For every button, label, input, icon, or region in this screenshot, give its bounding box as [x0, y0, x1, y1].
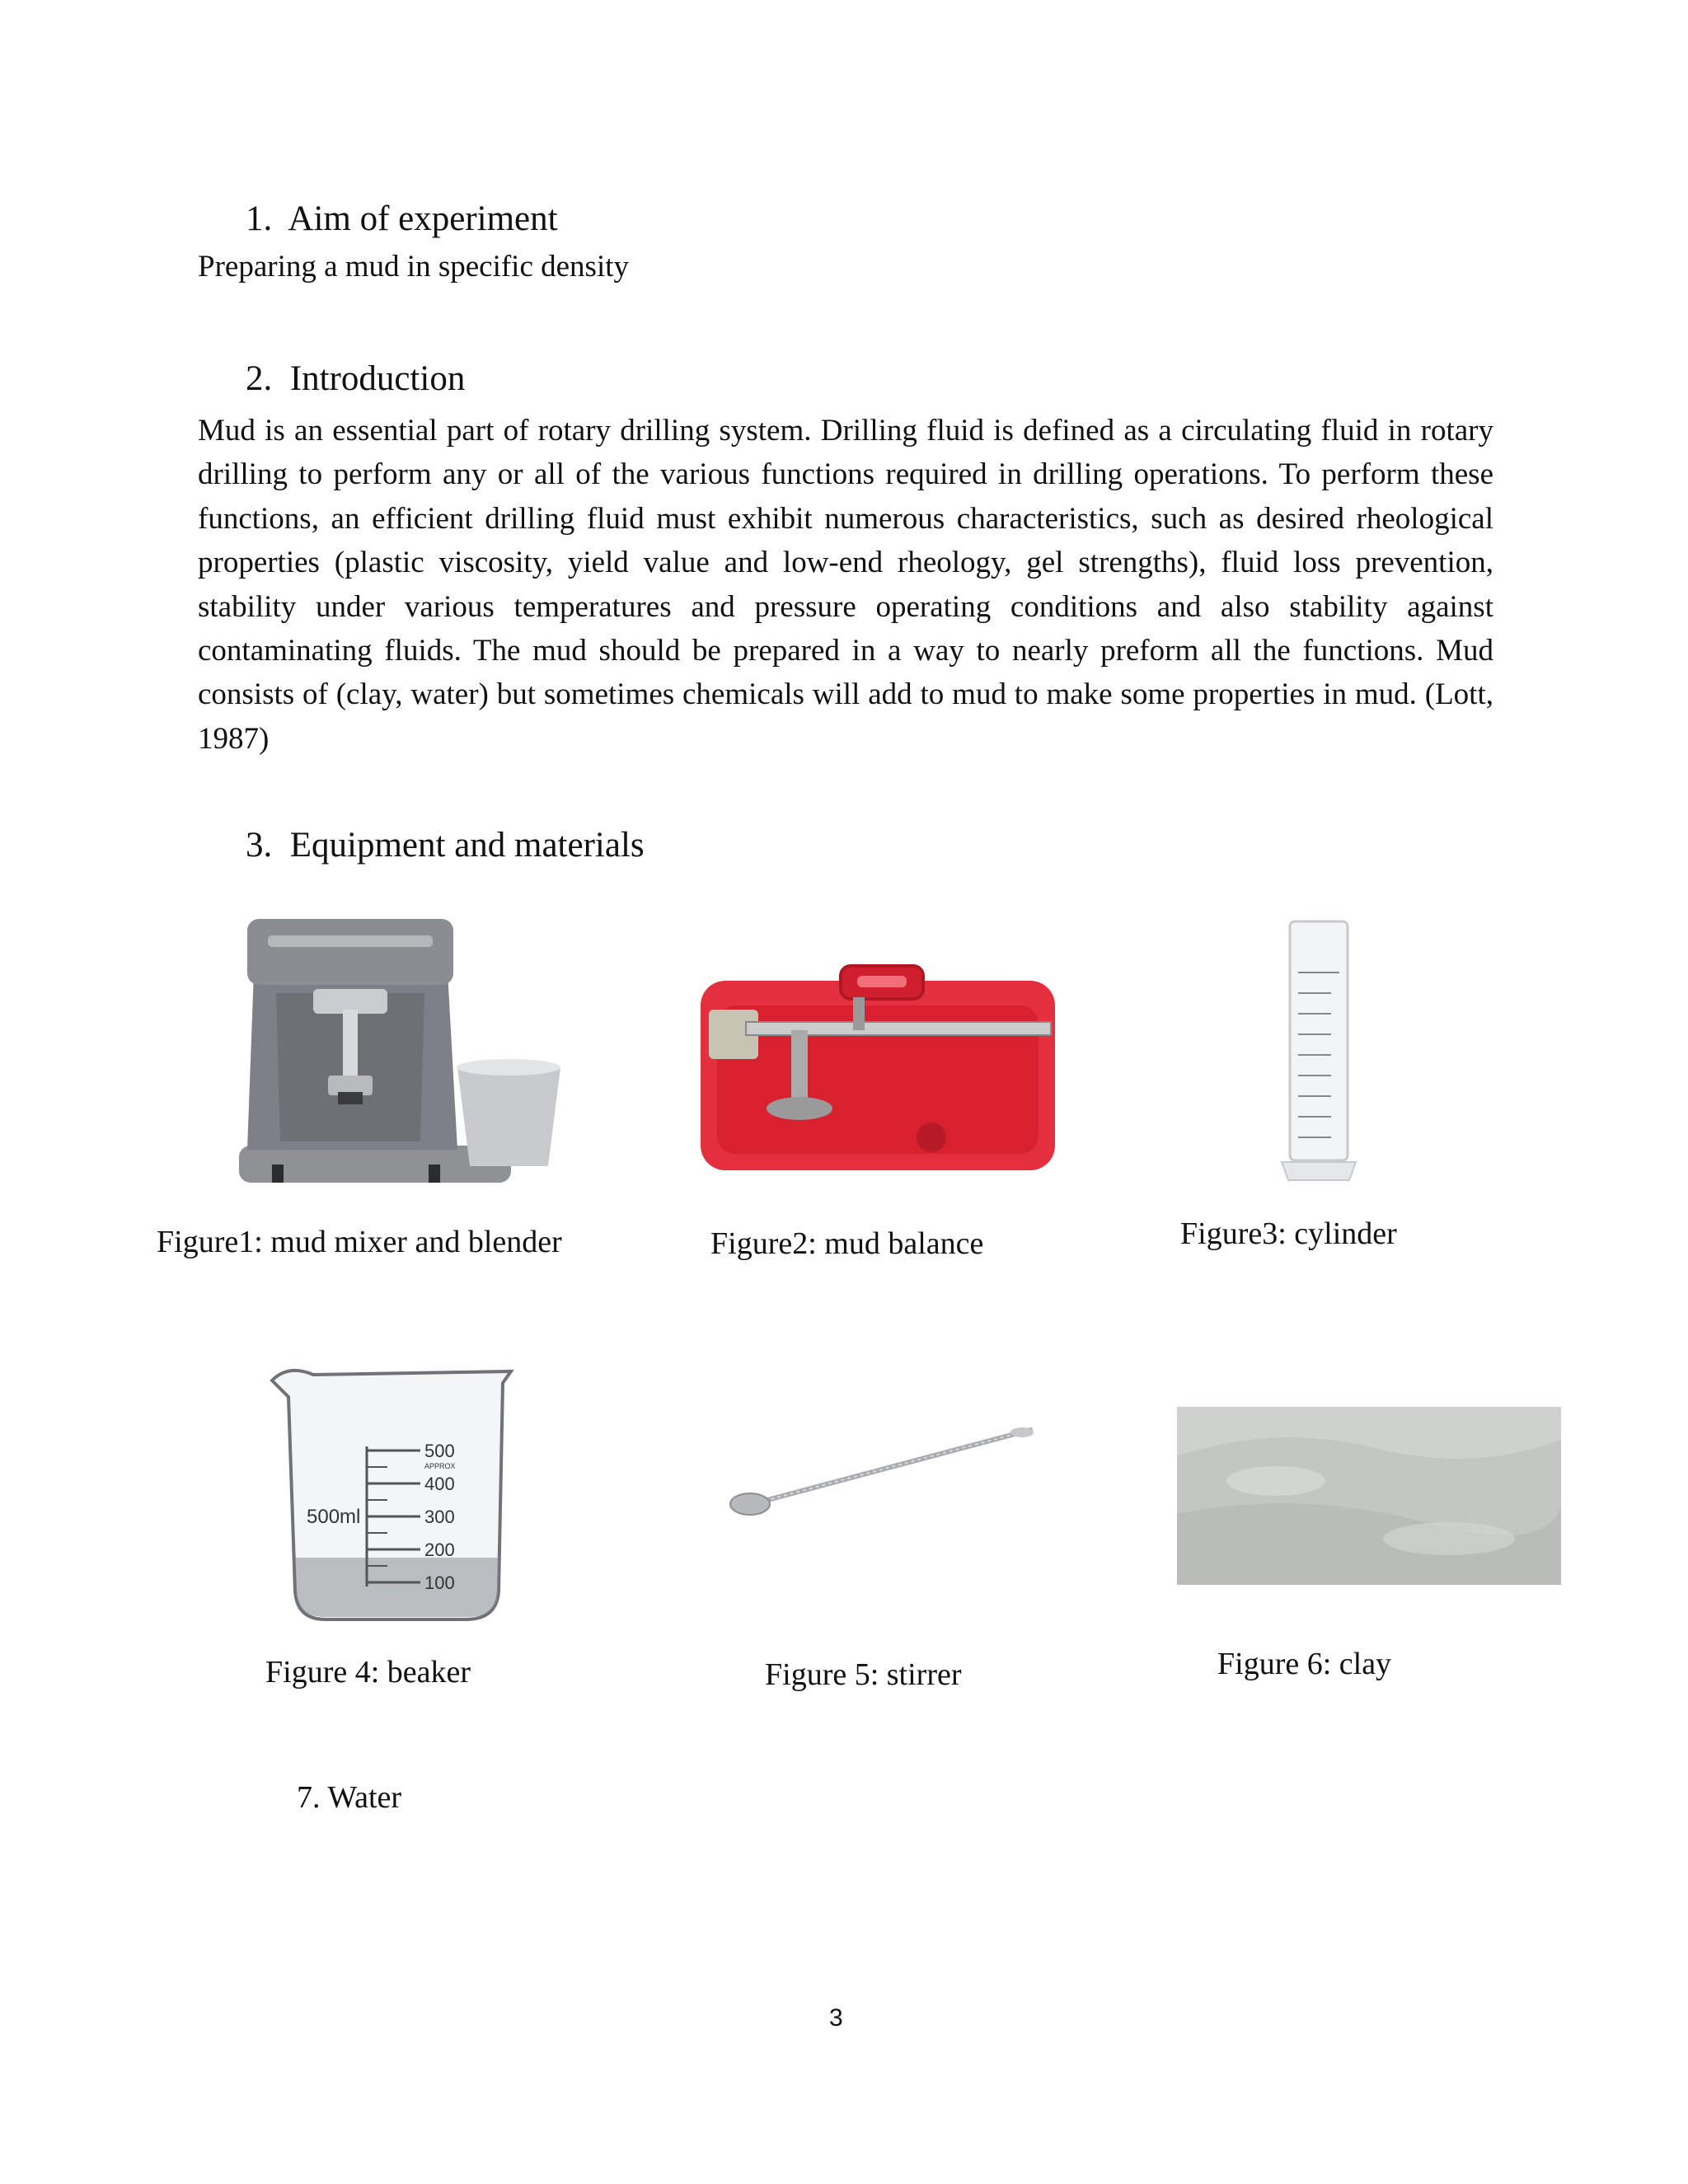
- beaker-mark-500: 500: [424, 1441, 455, 1461]
- figure-1-caption: Figure1: mud mixer and blender: [157, 1225, 562, 1259]
- introduction-paragraph: Mud is an essential part of rotary drilling system. Drilling fluid is defined as a circulating fluid in rotary drilling to perform any or all of the various functions required in drilling operations. To perform these functions, an efficient drilling fluid must exhibit numerous characteristics, such as desired rheological properties (plastic viscosity, yield value and low-end rheology, gel strengths), fluid loss prevention, stability under various temperatures and pressure operating conditions and also stability against contaminating fluids. The mud should be prepared in a way to nearly preform all the functions. Mud consists of (clay, water) but sometimes chemicals will add to mud to make some properties in mud. (Lott, 1987): [198, 414, 1493, 756]
- section-3-title: Equipment and materials: [289, 826, 645, 865]
- beaker-volume-label: 500ml: [307, 1506, 361, 1528]
- beaker-mark-200: 200: [424, 1540, 455, 1560]
- section-2-title: Introduction: [289, 359, 466, 398]
- water-item: 7. Water: [297, 1780, 402, 1815]
- section-3-number: 3.: [246, 826, 273, 865]
- figure-1-mud-mixer-image: [231, 902, 569, 1199]
- section-1-title: Aim of experiment: [288, 199, 558, 238]
- figure-3-cylinder-image: [1273, 915, 1364, 1191]
- section-2-heading: [246, 361, 465, 396]
- beaker-approx: APPROX: [424, 1462, 456, 1470]
- figure-5-stirrer-image: [725, 1413, 1039, 1521]
- section-1-text: Preparing a mud in specific density: [198, 250, 630, 284]
- beaker-mark-100: 100: [424, 1572, 455, 1593]
- page-number: 3: [829, 2004, 843, 2032]
- figure-6-caption: Figure 6: clay: [1217, 1647, 1392, 1681]
- section-1-number: 1.: [246, 199, 273, 238]
- beaker-mark-300: 300: [424, 1507, 455, 1527]
- figure-2-caption: Figure2: mud balance: [710, 1226, 984, 1261]
- figure-5-caption: Figure 5: stirrer: [765, 1657, 962, 1692]
- figure-6-clay-image: [1177, 1407, 1561, 1585]
- beaker-mark-400: 400: [424, 1474, 455, 1494]
- figure-4-caption: Figure 4: beaker: [265, 1655, 471, 1690]
- figure-4-beaker-image: [264, 1360, 519, 1628]
- figure-2-mud-balance-image: [692, 956, 1063, 1179]
- section-3-heading: [246, 827, 645, 863]
- section-1-heading: [246, 201, 558, 237]
- section-2-number: 2.: [246, 359, 273, 398]
- figure-3-caption: Figure3: cylinder: [1180, 1216, 1397, 1251]
